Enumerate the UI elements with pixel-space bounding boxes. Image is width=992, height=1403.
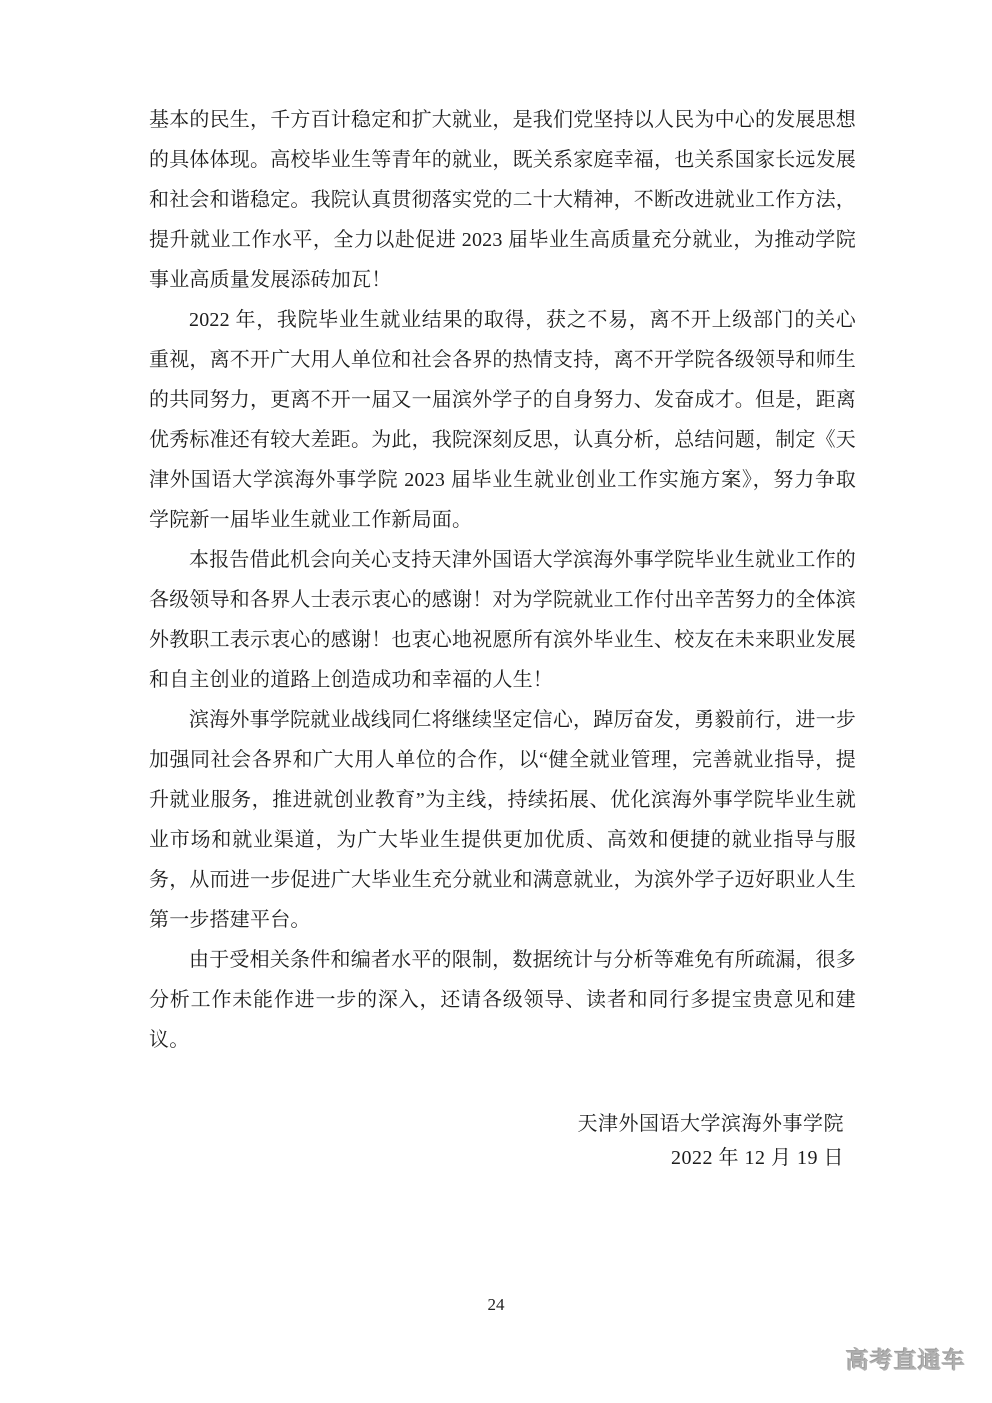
paragraph-continuation: 基本的民生，千方百计稳定和扩大就业，是我们党坚持以人民为中心的发展思想的具体体现。高校毕业生等青年的就业，既关系家庭幸福，也关系国家长远发展和社会和谐稳定。我院认真贯彻落实党的二十大精神，不断改进就业工作方法，提升就业工作水平，全力以赴促进 2023 届毕业生高质量充分就业，为推动学院事业高质量发展添砖加瓦！ (149, 109, 856, 291)
paragraph: 2022 年，我院毕业生就业结果的取得，获之不易，离不开上级部门的关心重视，离不开广大用人单位和社会各界的热情支持，离不开学院各级领导和师生的共同努力，更离不开一届又一届滨外学子的自身努力、发奋成才。但是，距离优秀标准还有较大差距。为此，我院深刻反思，认真分析，总结问题，制定《天津外国语大学滨海外事学院 2023 届毕业生就业创业工作实施方案》，努力争取学院新一届毕业生就业工作新局面。 (149, 309, 856, 531)
paragraph: 滨海外事学院就业战线同仁将继续坚定信心，踔厉奋发，勇毅前行，进一步加强同社会各界和广大用人单位的合作，以“健全就业管理，完善就业指导，提升就业服务，推进就创业教育”为主线，持续拓展、优化滨海外事学院毕业生就业市场和就业渠道，为广大毕业生提供更加优质、高效和便捷的就业指导与服务，从而进一步促进广大毕业生充分就业和满意就业，为滨外学子迈好职业人生第一步搭建平台。 (149, 709, 856, 931)
body-text (149, 100, 856, 1060)
watermark-text: 高考直通车 (846, 1347, 966, 1373)
page-number: 24 (487, 1295, 505, 1314)
signature-block (578, 1107, 845, 1175)
paragraph: 由于受相关条件和编者水平的限制，数据统计与分析等难免有所疏漏，很多分析工作未能作进一步的深入，还请各级领导、读者和同行多提宝贵意见和建议。 (149, 949, 856, 1051)
signature-organization: 天津外国语大学滨海外事学院 (577, 1113, 844, 1135)
signature-date: 2022 年 12 月 19 日 (671, 1147, 844, 1169)
paragraph: 本报告借此机会向关心支持天津外国语大学滨海外事学院毕业生就业工作的各级领导和各界人士表示衷心的感谢！对为学院就业工作付出辛苦努力的全体滨外教职工表示衷心的感谢！也衷心地祝愿所有滨外毕业生、校友在未来职业发展和自主创业的道路上创造成功和幸福的人生！ (149, 549, 856, 691)
